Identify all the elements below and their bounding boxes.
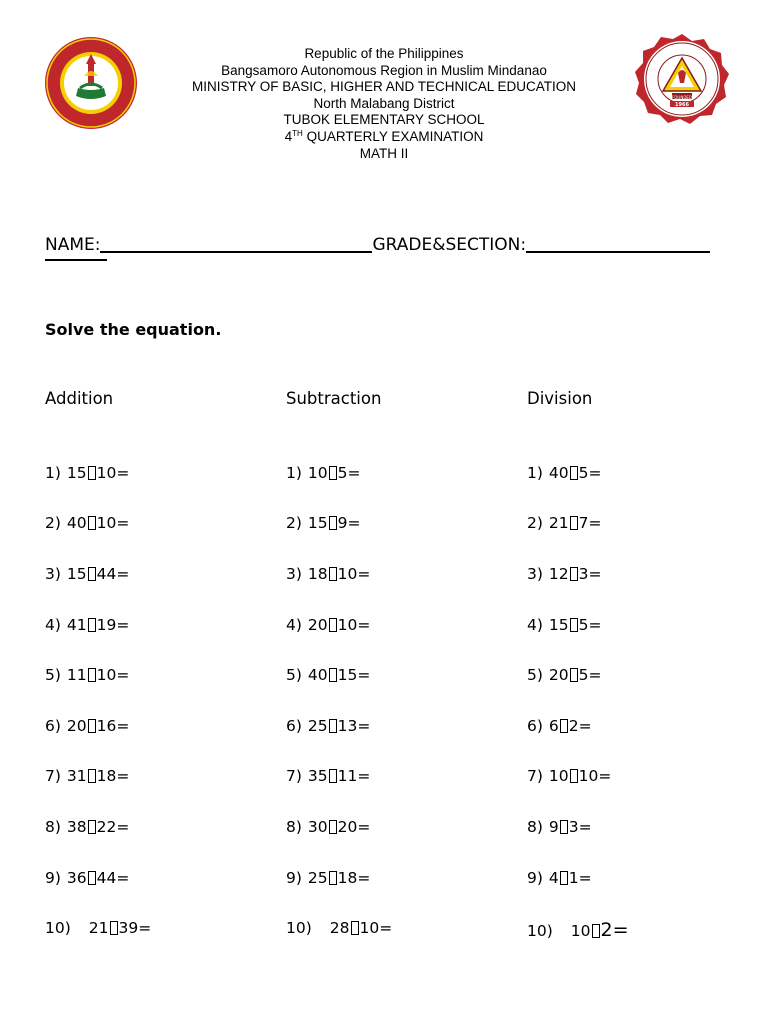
operand-a: 12 bbox=[548, 565, 569, 583]
missing-operator-glyph bbox=[351, 921, 359, 935]
operand-a: 36 bbox=[66, 869, 87, 887]
equation-item bbox=[527, 464, 602, 482]
school-seal-founded: FOUNDED bbox=[671, 95, 693, 100]
instruction: Solve the equation. bbox=[45, 320, 222, 339]
operand-b: 10= bbox=[96, 666, 130, 684]
school-seal-year: 1966 bbox=[675, 102, 689, 108]
item-number: 3) bbox=[45, 565, 61, 583]
operand-b: 2= bbox=[600, 919, 629, 941]
missing-operator-glyph bbox=[88, 618, 96, 632]
item-number: 7) bbox=[286, 767, 302, 785]
item-number: 7) bbox=[527, 767, 543, 785]
missing-operator-glyph bbox=[88, 516, 96, 530]
header-line: MINISTRY OF BASIC, HIGHER AND TECHNICAL EDUCATION bbox=[191, 79, 577, 95]
item-number: 5) bbox=[45, 666, 61, 684]
equation-item bbox=[286, 919, 392, 937]
item-number: 2) bbox=[45, 514, 61, 532]
operand-a: 18 bbox=[307, 565, 328, 583]
operand-a: 25 bbox=[307, 869, 328, 887]
operand-a: 15 bbox=[307, 514, 328, 532]
quarter-suffix: TH bbox=[292, 128, 303, 138]
operand-b: 22= bbox=[96, 818, 130, 836]
item-number: 9) bbox=[286, 869, 302, 887]
operand-b: 10= bbox=[96, 464, 130, 482]
column-title-2: Subtraction bbox=[286, 389, 382, 408]
operand-a: 30 bbox=[307, 818, 328, 836]
item-number: 10) bbox=[527, 922, 553, 940]
item-number: 8) bbox=[527, 818, 543, 836]
operand-b: 1= bbox=[568, 869, 592, 887]
equation-item bbox=[45, 869, 129, 887]
missing-operator-glyph bbox=[329, 719, 337, 733]
missing-operator-glyph bbox=[88, 567, 96, 581]
missing-operator-glyph bbox=[329, 871, 337, 885]
equation-item bbox=[45, 464, 129, 482]
item-number: 10) bbox=[286, 919, 312, 937]
column-title-1: Addition bbox=[45, 389, 114, 408]
equation-item bbox=[286, 818, 370, 836]
item-number: 8) bbox=[45, 818, 61, 836]
name-blank[interactable] bbox=[100, 234, 372, 253]
item-number: 5) bbox=[527, 666, 543, 684]
header-line: TUBOK ELEMENTARY SCHOOL bbox=[283, 112, 485, 128]
equation-item bbox=[286, 565, 370, 583]
missing-operator-glyph bbox=[570, 769, 578, 783]
equation-item bbox=[527, 565, 602, 583]
operand-a: 40 bbox=[66, 514, 87, 532]
equation-item bbox=[286, 869, 370, 887]
item-number: 4) bbox=[286, 616, 302, 634]
equation-item bbox=[527, 616, 602, 634]
header-line: Republic of the Philippines bbox=[304, 46, 464, 61]
missing-operator-glyph bbox=[329, 820, 337, 834]
operand-b: 15= bbox=[337, 666, 371, 684]
operand-a: 15 bbox=[66, 464, 87, 482]
exam-title bbox=[0, 129, 768, 146]
missing-operator-glyph bbox=[329, 466, 337, 480]
name-label: NAME: bbox=[45, 235, 101, 255]
item-number: 8) bbox=[286, 818, 302, 836]
operand-b: 18= bbox=[337, 869, 371, 887]
item-number: 10) bbox=[45, 919, 71, 937]
quarter-number: 4 bbox=[284, 128, 293, 144]
operand-b: 18= bbox=[96, 767, 130, 785]
equation-item bbox=[286, 717, 370, 735]
missing-operator-glyph bbox=[329, 516, 337, 530]
operand-a: 10 bbox=[548, 767, 569, 785]
item-number: 2) bbox=[286, 514, 302, 532]
equation-item bbox=[527, 666, 602, 684]
operand-a: 6 bbox=[548, 717, 559, 735]
operand-b: 5= bbox=[337, 464, 361, 482]
missing-operator-glyph bbox=[560, 871, 568, 885]
item-number: 9) bbox=[45, 869, 61, 887]
missing-operator-glyph bbox=[570, 516, 578, 530]
equation-item bbox=[527, 767, 611, 785]
operand-a: 20 bbox=[307, 616, 328, 634]
item-number: 5) bbox=[286, 666, 302, 684]
operand-b: 44= bbox=[96, 565, 130, 583]
missing-operator-glyph bbox=[329, 668, 337, 682]
missing-operator-glyph bbox=[329, 567, 337, 581]
equation-item bbox=[45, 767, 129, 785]
missing-operator-glyph bbox=[570, 618, 578, 632]
missing-operator-glyph bbox=[329, 618, 337, 632]
operand-a: 35 bbox=[307, 767, 328, 785]
operand-a: 21 bbox=[548, 514, 569, 532]
operand-b: 5= bbox=[578, 616, 602, 634]
missing-operator-glyph bbox=[570, 567, 578, 581]
equation-item bbox=[527, 818, 592, 836]
operand-b: 5= bbox=[578, 666, 602, 684]
grade-section-label: GRADE&SECTION: bbox=[372, 235, 527, 255]
equation-item bbox=[45, 919, 151, 937]
missing-operator-glyph bbox=[88, 871, 96, 885]
equation-item bbox=[286, 666, 370, 684]
operand-a: 4 bbox=[548, 869, 559, 887]
operand-b: 3= bbox=[568, 818, 592, 836]
operand-a: 40 bbox=[307, 666, 328, 684]
missing-operator-glyph bbox=[560, 719, 568, 733]
missing-operator-glyph bbox=[570, 668, 578, 682]
operand-b: 13= bbox=[337, 717, 371, 735]
name-grade-line bbox=[45, 234, 710, 255]
item-number: 6) bbox=[527, 717, 543, 735]
missing-operator-glyph bbox=[88, 466, 96, 480]
equation-item bbox=[527, 717, 592, 735]
item-number: 3) bbox=[527, 565, 543, 583]
item-number: 2) bbox=[527, 514, 543, 532]
operand-a: 9 bbox=[548, 818, 559, 836]
item-number: 4) bbox=[45, 616, 61, 634]
operand-b: 39= bbox=[118, 919, 152, 937]
operand-b: 10= bbox=[359, 919, 393, 937]
operand-b: 20= bbox=[337, 818, 371, 836]
item-number: 3) bbox=[286, 565, 302, 583]
operand-b: 19= bbox=[96, 616, 130, 634]
header-line: North Malabang District bbox=[313, 95, 455, 111]
operand-a: 40 bbox=[548, 464, 569, 482]
equation-item bbox=[45, 818, 129, 836]
missing-operator-glyph bbox=[88, 719, 96, 733]
operand-a: 11 bbox=[66, 666, 87, 684]
item-number: 6) bbox=[45, 717, 61, 735]
equation-item bbox=[286, 464, 361, 482]
operand-b: 16= bbox=[96, 717, 130, 735]
operand-b: 3= bbox=[578, 565, 602, 583]
operand-a: 10 bbox=[307, 464, 328, 482]
item-number: 9) bbox=[527, 869, 543, 887]
equation-item bbox=[45, 717, 129, 735]
operand-a: 28 bbox=[329, 919, 350, 937]
item-number: 4) bbox=[527, 616, 543, 634]
operand-b: 10= bbox=[337, 616, 371, 634]
operand-b: 9= bbox=[337, 514, 361, 532]
operand-a: 31 bbox=[66, 767, 87, 785]
operand-a: 25 bbox=[307, 717, 328, 735]
missing-operator-glyph bbox=[88, 820, 96, 834]
operand-b: 10= bbox=[578, 767, 612, 785]
exam-label: QUARTERLY EXAMINATION bbox=[302, 128, 484, 144]
item-number: 1) bbox=[527, 464, 543, 482]
equation-item bbox=[527, 869, 592, 887]
operand-b: 10= bbox=[96, 514, 130, 532]
equation-item bbox=[45, 616, 129, 634]
operand-a: 20 bbox=[66, 717, 87, 735]
missing-operator-glyph bbox=[88, 769, 96, 783]
column-title-3: Division bbox=[527, 389, 593, 408]
missing-operator-glyph bbox=[592, 924, 600, 938]
equation-item bbox=[286, 767, 370, 785]
operand-b: 11= bbox=[337, 767, 371, 785]
operand-a: 21 bbox=[88, 919, 109, 937]
operand-b: 10= bbox=[337, 565, 371, 583]
missing-operator-glyph bbox=[110, 921, 118, 935]
grade-section-blank-continued[interactable] bbox=[45, 259, 107, 261]
missing-operator-glyph bbox=[88, 668, 96, 682]
grade-section-blank[interactable] bbox=[526, 234, 710, 253]
operand-a: 10 bbox=[570, 922, 591, 940]
operand-a: 38 bbox=[66, 818, 87, 836]
item-number: 6) bbox=[286, 717, 302, 735]
equation-item bbox=[45, 514, 129, 532]
header-line: Bangsamoro Autonomous Region in Muslim Mindanao bbox=[221, 62, 547, 78]
operand-a: 15 bbox=[548, 616, 569, 634]
operand-b: 7= bbox=[578, 514, 602, 532]
operand-a: 15 bbox=[66, 565, 87, 583]
subject-title: MATH II bbox=[359, 145, 409, 161]
document-header bbox=[0, 46, 768, 162]
missing-operator-glyph bbox=[560, 820, 568, 834]
operand-a: 41 bbox=[66, 616, 87, 634]
operand-b: 5= bbox=[578, 464, 602, 482]
operand-b: 2= bbox=[568, 717, 592, 735]
equation-item bbox=[527, 919, 629, 941]
equation-item bbox=[45, 565, 129, 583]
missing-operator-glyph bbox=[570, 466, 578, 480]
item-number: 1) bbox=[286, 464, 302, 482]
equation-item bbox=[286, 514, 361, 532]
item-number: 1) bbox=[45, 464, 61, 482]
operand-b: 44= bbox=[96, 869, 130, 887]
missing-operator-glyph bbox=[329, 769, 337, 783]
equation-item bbox=[527, 514, 602, 532]
operand-a: 20 bbox=[548, 666, 569, 684]
equation-item bbox=[286, 616, 370, 634]
equation-item bbox=[45, 666, 129, 684]
item-number: 7) bbox=[45, 767, 61, 785]
